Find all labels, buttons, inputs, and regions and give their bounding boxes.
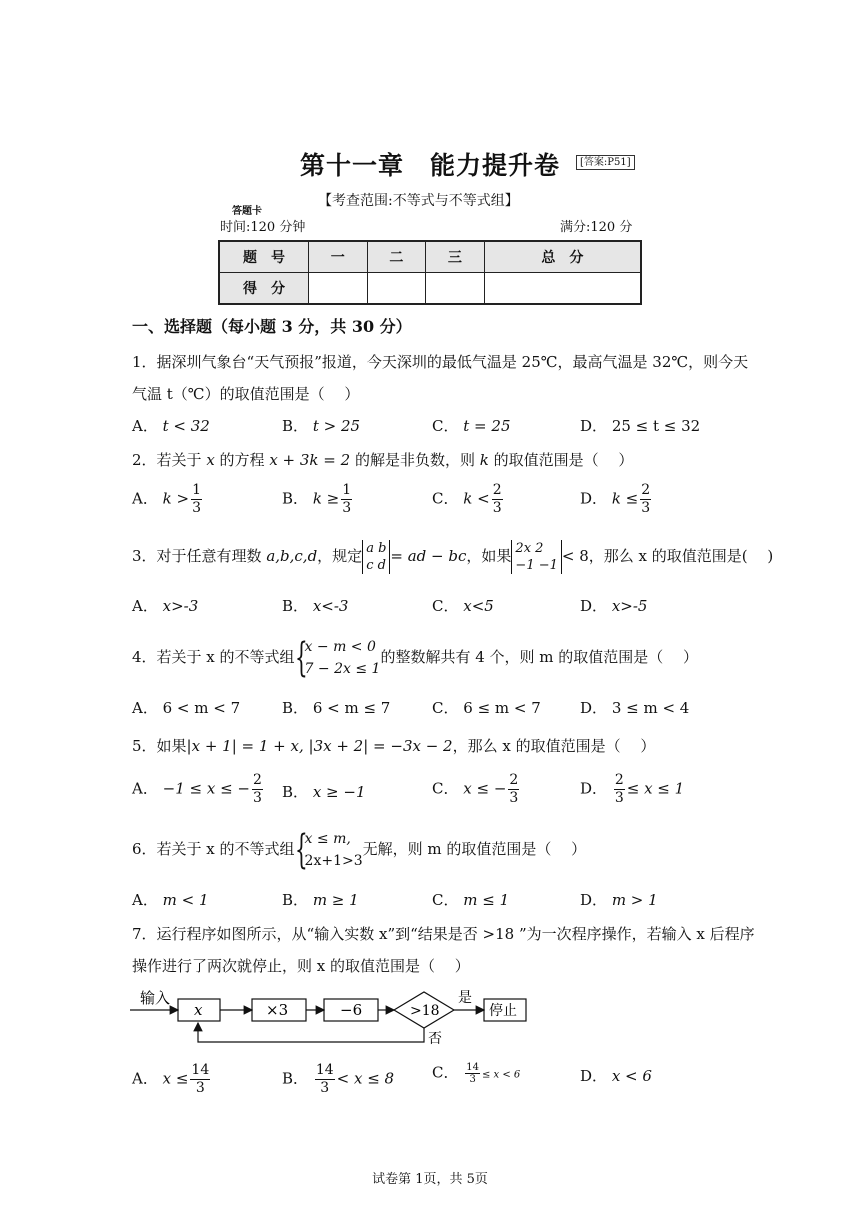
q4-stem: 4．若关于 x 的不等式组 { x − m < 0 7 − 2x ≤ 1 的整数解共有 4 个，则 m 的取值范围是（ ） <box>132 635 699 681</box>
q3-determinant-def: a b c d <box>362 540 390 574</box>
score-cell: 二 <box>367 241 426 273</box>
flow-x-label: x <box>194 1001 203 1019</box>
q4-system: { x − m < 0 7 − 2x ≤ 1 <box>294 635 381 681</box>
score-input-total[interactable] <box>484 273 641 305</box>
title-name: 能力提升卷 <box>430 151 561 180</box>
q3-option-c[interactable]: C． x<5 <box>432 597 494 615</box>
page-title <box>300 146 560 182</box>
flow-loop-arrow <box>198 1023 424 1042</box>
q1-option-d[interactable]: D． 25 ≤ t ≤ 32 <box>580 417 701 435</box>
q7-line2: 操作进行了两次就停止，则 x 的取值范围是（ ） <box>132 957 470 975</box>
q2-option-a[interactable]: A． k > $\frac{1}{3}$ <box>132 482 201 516</box>
q7-line1: 7．运行程序如图所示，从“输入实数 x”到“结果是否 >18 ”为一次程序操作，若输入 x 后程序 <box>132 925 755 943</box>
q7-option-b[interactable]: B． $\frac{14}{3}$ < x ≤ 8 <box>282 1062 395 1096</box>
flow-stop-label: 停止 <box>489 1003 517 1019</box>
score-table <box>218 240 642 305</box>
score-cell: 题 号 <box>219 241 309 273</box>
score-cell: 一 <box>309 241 368 273</box>
q1-line2: 气温 t（℃）的取值范围是（ ） <box>132 385 360 403</box>
q3-stem: 3．对于任意有理数 a,b,c,d，规定 a b c d = ad − bc，如果 2x 2 −1 −1 < 8，那么 x 的取值范围是( ) <box>132 541 774 573</box>
flow-no-label: 否 <box>428 1031 442 1047</box>
q2-option-c[interactable]: C． k < $\frac{2}{3}$ <box>432 482 502 516</box>
q3-determinant: 2x 2 −1 −1 <box>511 540 561 574</box>
answer-ref: [答案:P51] <box>576 155 635 170</box>
flow-times3-label: ×3 <box>266 1001 289 1019</box>
q5-option-b[interactable]: B． x ≥ −1 <box>282 783 366 801</box>
flow-input-label: 输入 <box>140 989 171 1007</box>
score-cell: 得 分 <box>219 273 309 305</box>
q5-stem: 5．如果|x + 1| = 1 + x, |3x + 2| = −3x − 2，那么 x 的取值范围是（ ） <box>132 737 656 755</box>
q3-option-b[interactable]: B． x<-3 <box>282 597 349 615</box>
flow-yes-label: 是 <box>458 990 472 1006</box>
q5-option-d[interactable]: D． $\frac{2}{3}$ ≤ x ≤ 1 <box>580 772 685 806</box>
score-cell: 三 <box>426 241 485 273</box>
q4-option-c[interactable]: C． 6 ≤ m < 7 <box>432 699 541 717</box>
q2-option-b[interactable]: B． k ≥ $\frac{1}{3}$ <box>282 482 352 516</box>
score-input-3[interactable] <box>426 273 485 305</box>
q6-option-a[interactable]: A． m < 1 <box>132 891 209 909</box>
title-chapter: 第十一章 <box>300 151 405 180</box>
score-table-row <box>219 273 641 305</box>
q4-option-d[interactable]: D． 3 ≤ m < 4 <box>580 699 690 717</box>
q6-option-d[interactable]: D． m > 1 <box>580 891 658 909</box>
q2-option-d[interactable]: D． k ≤ $\frac{2}{3}$ <box>580 482 651 516</box>
score-table-header <box>219 241 641 273</box>
section-heading: 一、选择题（每小题 3 分，共 30 分） <box>132 317 412 336</box>
flow-minus6-label: −6 <box>340 1001 363 1019</box>
q1-line1: 1．据深圳气象台“天气预报”报道，今天深圳的最低气温是 25℃，最高气温是 32℃，则今天 <box>132 353 749 371</box>
q3-option-a[interactable]: A． x>-3 <box>132 597 199 615</box>
q5-option-c[interactable]: C． x ≤ − $\frac{2}{3}$ <box>432 772 519 806</box>
q2-stem: 2．若关于 x 的方程 x + 3k = 2 的解是非负数，则 k 的取值范围是（ ） <box>132 451 634 469</box>
flow-cond-label: >18 <box>410 1003 440 1019</box>
score-input-1[interactable] <box>309 273 368 305</box>
q6-option-c[interactable]: C． m ≤ 1 <box>432 891 510 909</box>
score-cell: 总 分 <box>484 241 641 273</box>
q7-option-c[interactable]: C． $\frac{14}{3}$ ≤ x < 6 <box>432 1062 521 1085</box>
q5-option-a[interactable]: A． −1 ≤ x ≤ − $\frac{2}{3}$ <box>132 772 262 806</box>
exam-scope: 【考查范围:不等式与不等式组】 <box>318 193 519 209</box>
q6-stem: 6．若关于 x 的不等式组 { x ≤ m, 2x+1>3 无解，则 m 的取值范围是（ ） <box>132 827 587 873</box>
q1-option-a[interactable]: A． t < 32 <box>132 417 210 435</box>
exam-time: 时间:120 分钟 <box>220 220 306 235</box>
page-footer: 试卷第 1页，共 5页 <box>372 1172 488 1187</box>
q7-option-d[interactable]: D． x < 6 <box>580 1067 652 1085</box>
full-score: 满分:120 分 <box>560 220 633 235</box>
q1-option-b[interactable]: B． t > 25 <box>282 417 361 435</box>
q7-option-a[interactable]: A． x ≤ $\frac{14}{3}$ <box>132 1062 210 1096</box>
q7-flowchart <box>128 986 538 1048</box>
q4-option-a[interactable]: A． 6 < m < 7 <box>132 699 241 717</box>
q6-system: { x ≤ m, 2x+1>3 <box>294 827 363 873</box>
q3-option-d[interactable]: D． x>-5 <box>580 597 648 615</box>
q4-option-b[interactable]: B． 6 < m ≤ 7 <box>282 699 391 717</box>
q1-option-c[interactable]: C． t = 25 <box>432 417 511 435</box>
score-input-2[interactable] <box>367 273 426 305</box>
answer-card-label: 答题卡 <box>232 206 262 217</box>
q6-option-b[interactable]: B． m ≥ 1 <box>282 891 359 909</box>
